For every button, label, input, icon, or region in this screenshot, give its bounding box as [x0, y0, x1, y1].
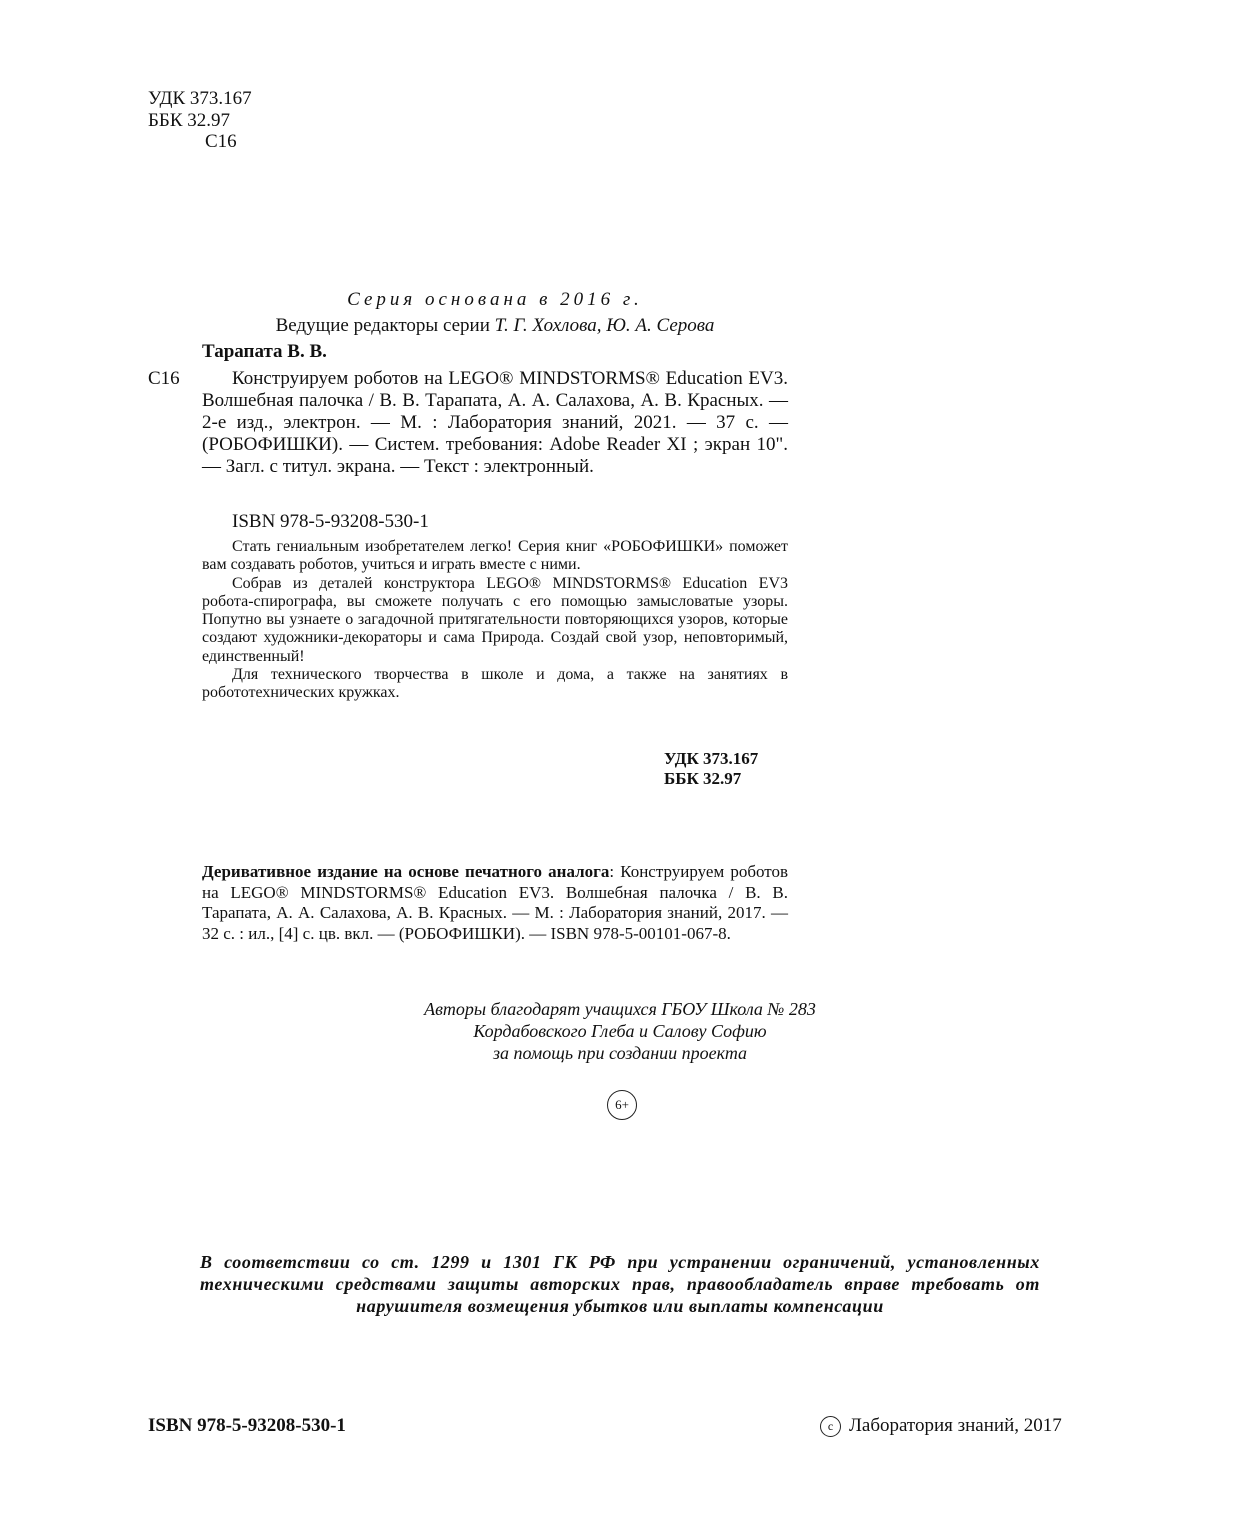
series-editors: [200, 315, 790, 337]
annotation-paragraph: Собрав из деталей конструктора LEGO® MINDSTORMS® Education EV3 робота-спирографа, вы сможете получать с его помощью замысловатые узоры. Попутно вы узнаете о загадочной притягательности повторяющихся узоров, которые создают художники-декораторы и сама Природа. Создай свой узор, неповторимый, единственный!: [202, 574, 788, 665]
classification-bottom: [664, 749, 758, 789]
author-mark-left: С16: [148, 368, 180, 389]
age-rating-badge: 6+: [607, 1090, 637, 1120]
copyright-text: Лаборатория знаний, 2017: [849, 1415, 1062, 1436]
isbn: ISBN 978-5-93208-530-1: [232, 511, 429, 532]
thanks-line: Авторы благодарят учащихся ГБОУ Школа № 283: [424, 999, 816, 1019]
annotation-paragraph: Стать гениальным изобретателем легко! Серия книг «РОБОФИШКИ» поможет вам создавать роботов, учиться и играть вместе с ними.: [202, 538, 788, 574]
thanks-line: Кордабовского Глеба и Салову Софию: [473, 1021, 767, 1041]
series-founded: Серия основана в 2016 г.: [347, 289, 643, 310]
classification-block: [148, 88, 252, 153]
derivative-label: Деривативное издание на основе печатного аналога: [202, 862, 610, 881]
derivative-text: : Конструируем роботов на LEGO® MINDSTORMS® Education EV3. Волшебная палочка / В. В. Тарапата, А. А. Салахова, А. В. Красных. — М. : Лаборатория знаний, 2017. — 32 с. : ил., [4] с. цв. вкл. — (РОБОФИШКИ). — ISBN 978-5-00101-067-8.: [202, 862, 788, 943]
isbn-footer: ISBN 978-5-93208-530-1: [148, 1415, 346, 1436]
editors-names: Т. Г. Хохлова, Ю. А. Серова: [494, 315, 715, 336]
author-mark: С16: [205, 131, 237, 152]
thanks-line: за помощь при создании проекта: [492, 1043, 748, 1063]
copyright-icon: c: [820, 1416, 841, 1437]
udk-code: УДК 373.167: [148, 88, 252, 109]
annotation: [202, 538, 788, 703]
author-heading: Тарапата В. В.: [202, 341, 327, 362]
udk-code-bottom: УДК 373.167: [664, 749, 759, 768]
legal-notice: В соответствии со ст. 1299 и 1301 ГК РФ при устранении ограничений, установленных техническими средствами защиты авторских прав, правообладатель вправе требовать от нарушителя возмещения убытков или выплаты компенсации: [200, 1252, 1040, 1316]
bibliographic-record: Конструируем роботов на LEGO® MINDSTORMS® Education EV3. Волшебная палочка / В. В. Тарапата, А. А. Салахова, А. В. Красных. — 2-е изд., электрон. — М. : Лаборатория знаний, 2021. — 37 с. — (РОБОФИШКИ). — Систем. требования: Adobe Reader XI ; экран 10". — Загл. с титул. экрана. — Текст : электронный.: [202, 368, 788, 477]
editors-label: Ведущие редакторы серии: [275, 315, 490, 336]
acknowledgements: [350, 998, 890, 1064]
annotation-paragraph: Для технического творчества в школе и дома, а также на занятиях в робототехнических кружках.: [202, 666, 788, 702]
derivative-edition-note: [202, 862, 788, 944]
bbk-code-bottom: ББК 32.97: [664, 769, 742, 788]
copyright-line: [820, 1415, 1062, 1437]
bbk-code: ББК 32.97: [148, 109, 230, 131]
